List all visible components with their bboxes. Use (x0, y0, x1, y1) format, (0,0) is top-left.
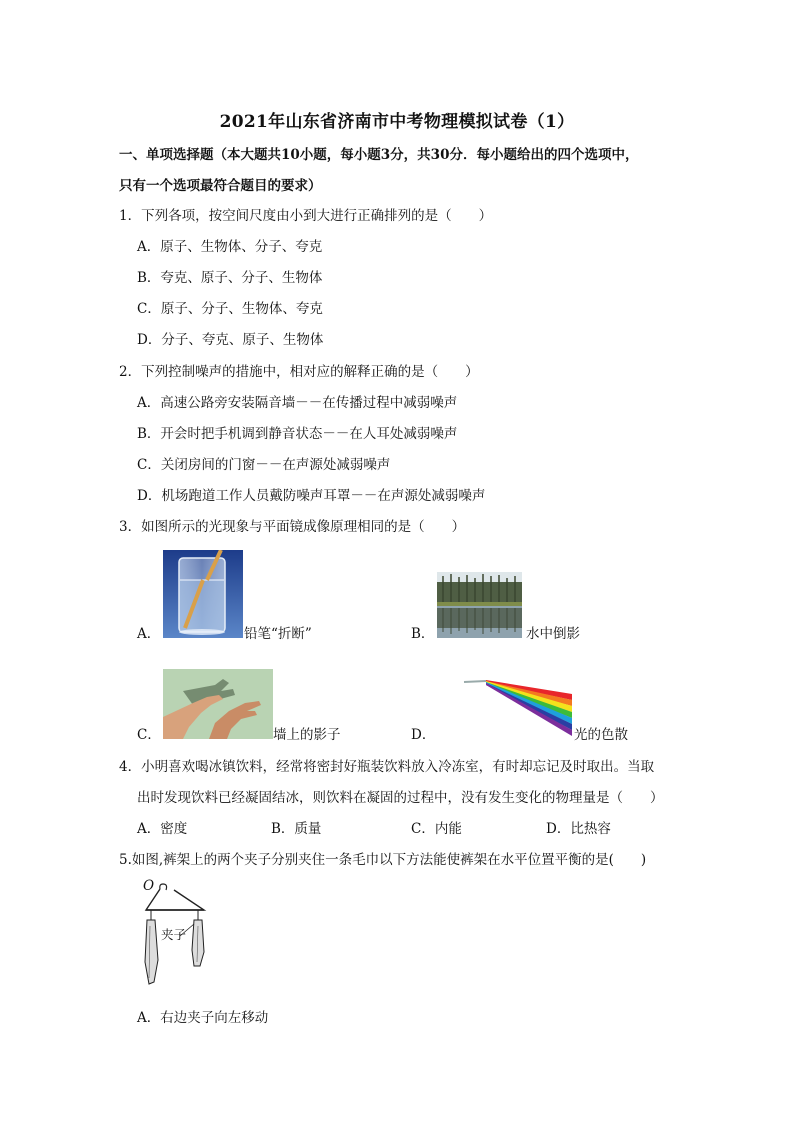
q1-option-b: B．夸克、原子、分子、生物体 (137, 270, 323, 286)
section-heading-line2: 只有一个选项最符合题目的要求） (119, 178, 322, 194)
q3-label-d: D． (411, 727, 436, 743)
q4-option-b: B．质量 (271, 821, 322, 837)
q1-option-d: D．分子、夸克、原子、生物体 (137, 332, 324, 348)
q3-caption-a: 铅笔“折断” (244, 626, 312, 642)
q2-option-d: D．机场跑道工作人员戴防噪声耳罩－－在声源处减弱噪声 (137, 488, 486, 504)
q4-stem-line1: 4．小明喜欢喝冰镇饮料，经常将密封好瓶装饮料放入冷冻室，有时却忘记及时取出。当取 (119, 759, 655, 775)
q2-option-a: A．高速公路旁安装隔音墙－－在传播过程中减弱噪声 (137, 395, 458, 411)
q2-option-c: C．关闭房间的门窗－－在声源处减弱噪声 (137, 457, 391, 473)
q3-caption-b: 水中倒影 (526, 626, 580, 642)
q3-caption-d: 光的色散 (574, 727, 628, 743)
q4-stem-line2: 出时发现饮料已经凝固结冰，则饮料在凝固的过程中，没有发生变化的物理量是（ ） (137, 790, 664, 806)
pencil-in-water-image (163, 550, 243, 638)
q4-option-c: C．内能 (411, 821, 462, 837)
section-heading-line1: 一、单项选择题（本大题共10小题，每小题3分，共30分．每小题给出的四个选项中， (119, 147, 639, 163)
q1-option-c: C．原子、分子、生物体、夸克 (137, 301, 323, 317)
q5-stem: 5.如图,裤架上的两个夹子分别夹住一条毛巾以下方法能使裤架在水平位置平衡的是( ) (119, 852, 647, 868)
q1-option-a: A．原子、生物体、分子、夸克 (137, 239, 323, 255)
q4-option-d: D．比热容 (546, 821, 611, 837)
q5-option-a: A．右边夹子向左移动 (137, 1010, 269, 1026)
q3-label-b: B． (411, 626, 435, 642)
light-dispersion-image (462, 676, 574, 740)
q2-option-b: B．开会时把手机调到静音状态－－在人耳处减弱噪声 (137, 426, 458, 442)
q1-stem: 1．下列各项，按空间尺度由小到大进行正确排列的是（ ） (119, 208, 493, 224)
figure-label-o: O (143, 878, 155, 894)
q4-option-a: A．密度 (137, 821, 188, 837)
q3-stem: 3．如图所示的光现象与平面镜成像原理相同的是（ ） (119, 519, 466, 535)
q3-label-a: A． (137, 626, 161, 642)
q3-label-c: C． (137, 727, 161, 743)
page-title: 2021年山东省济南市中考物理模拟试卷（1） (219, 112, 575, 132)
water-reflection-image (437, 572, 522, 638)
q3-caption-c: 墙上的影子 (273, 727, 341, 743)
q2-stem: 2．下列控制噪声的措施中，相对应的解释正确的是（ ） (119, 364, 479, 380)
figure-label-clip: 夹子 (161, 927, 187, 942)
hand-shadow-image (163, 669, 273, 739)
